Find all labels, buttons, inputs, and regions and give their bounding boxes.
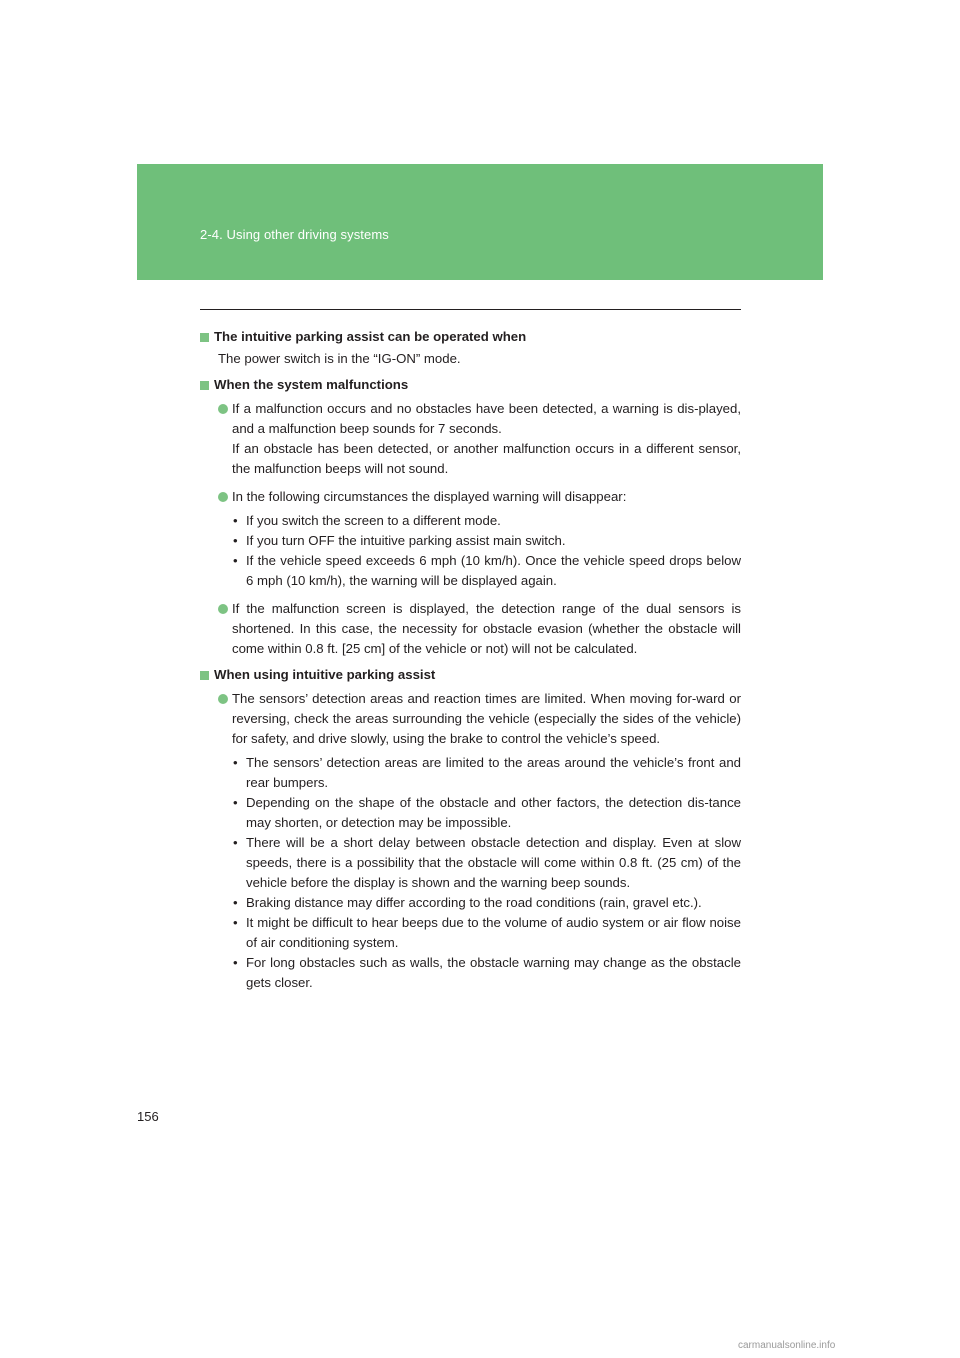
- sub-item-text: If you switch the screen to a different mode.: [246, 513, 501, 528]
- circle-bullet-icon: [218, 404, 228, 414]
- list-item: [200, 599, 741, 659]
- divider: [200, 309, 741, 310]
- sub-item: [200, 511, 741, 531]
- sub-bullet-mark: •: [233, 955, 238, 970]
- watermark: carmanualsonline.info: [738, 1340, 836, 1351]
- sub-bullet-mark: •: [233, 915, 238, 930]
- circle-bullet-icon: [218, 604, 228, 614]
- sub-bullet-mark: •: [233, 895, 238, 910]
- paragraph: The power switch is in the “IG-ON” mode.: [218, 351, 461, 366]
- section-heading: [200, 375, 741, 395]
- section-heading: [200, 665, 741, 685]
- sub-item-text: For long obstacles such as walls, the obstacle warning may change as the obstacle gets closer.: [246, 955, 741, 990]
- sub-item-text: Braking distance may differ according to the road conditions (rain, gravel etc.).: [246, 895, 702, 910]
- sub-item: [200, 893, 741, 913]
- heading-text: When the system malfunctions: [214, 377, 409, 392]
- sub-item: [200, 531, 741, 551]
- heading-text: The intuitive parking assist can be operated when: [214, 329, 527, 344]
- sub-item: [200, 551, 741, 591]
- sub-item: [200, 913, 741, 953]
- list-item: [200, 399, 741, 479]
- sub-item: [200, 953, 741, 993]
- sub-item-text: The sensors’ detection areas are limited to the areas around the vehicle’s front and rear bumpers.: [246, 755, 741, 790]
- sub-bullet-mark: •: [233, 835, 238, 850]
- circle-bullet-icon: [218, 694, 228, 704]
- sub-item: [200, 833, 741, 893]
- content: [200, 327, 741, 993]
- sub-item: [200, 753, 741, 793]
- square-bullet-icon: [200, 381, 209, 390]
- square-bullet-icon: [200, 333, 209, 342]
- sub-item-text: Depending on the shape of the obstacle and other factors, the detection dis-tance may shorten, or detection may be impossible.: [246, 795, 741, 830]
- sub-item: [200, 793, 741, 833]
- circle-bullet-icon: [218, 492, 228, 502]
- list-item: [200, 487, 741, 507]
- bullet-text: The sensors’ detection areas and reaction times are limited. When moving for-ward or reversing, check the areas surrounding the vehicle (especially the sides of the vehicle) for safety, and drive slowly, using the brake to control the vehicle’s speed.: [232, 691, 741, 746]
- page-number: 156: [137, 1109, 159, 1124]
- sub-item-text: If you turn OFF the intuitive parking assist main switch.: [246, 533, 566, 548]
- bullet-text: If a malfunction occurs and no obstacles have been detected, a warning is dis-played, and a malfunction beep sounds for 7 seconds.: [232, 401, 741, 436]
- sub-item-text: There will be a short delay between obstacle detection and display. Even at slow speeds, there is a possibility that the obstacle will come within 0.8 ft. (25 cm) of the vehicle before the display is shown and the warning beep sounds.: [246, 835, 741, 890]
- bullet-text: If an obstacle has been detected, or another malfunction occurs in a different sensor, the malfunction beeps will not sound.: [232, 441, 741, 476]
- bullet-text: In the following circumstances the displayed warning will disappear:: [232, 489, 627, 504]
- section-heading: [200, 327, 741, 347]
- square-bullet-icon: [200, 671, 209, 680]
- sub-bullet-mark: •: [233, 533, 238, 548]
- sub-bullet-mark: •: [233, 755, 238, 770]
- bullet-text: If the malfunction screen is displayed, the detection range of the dual sensors is shortened. In this case, the necessity for obstacle evasion (whether the obstacle will come within 0.8 ft. [25 cm] of the vehicle or not) will not be calculated.: [232, 601, 741, 656]
- sub-item-text: If the vehicle speed exceeds 6 mph (10 km/h). Once the vehicle speed drops below 6 mph (10 km/h), the warning will be displayed again.: [246, 553, 741, 588]
- sub-item-text: It might be difficult to hear beeps due to the volume of audio system or air flow noise of air conditioning system.: [246, 915, 741, 950]
- sub-bullet-mark: •: [233, 795, 238, 810]
- list-item: [200, 689, 741, 749]
- section-title: 2-4. Using other driving systems: [200, 227, 389, 242]
- sub-bullet-mark: •: [233, 513, 238, 528]
- header-band: [137, 164, 823, 280]
- heading-text: When using intuitive parking assist: [214, 667, 436, 682]
- sub-bullet-mark: •: [233, 553, 238, 568]
